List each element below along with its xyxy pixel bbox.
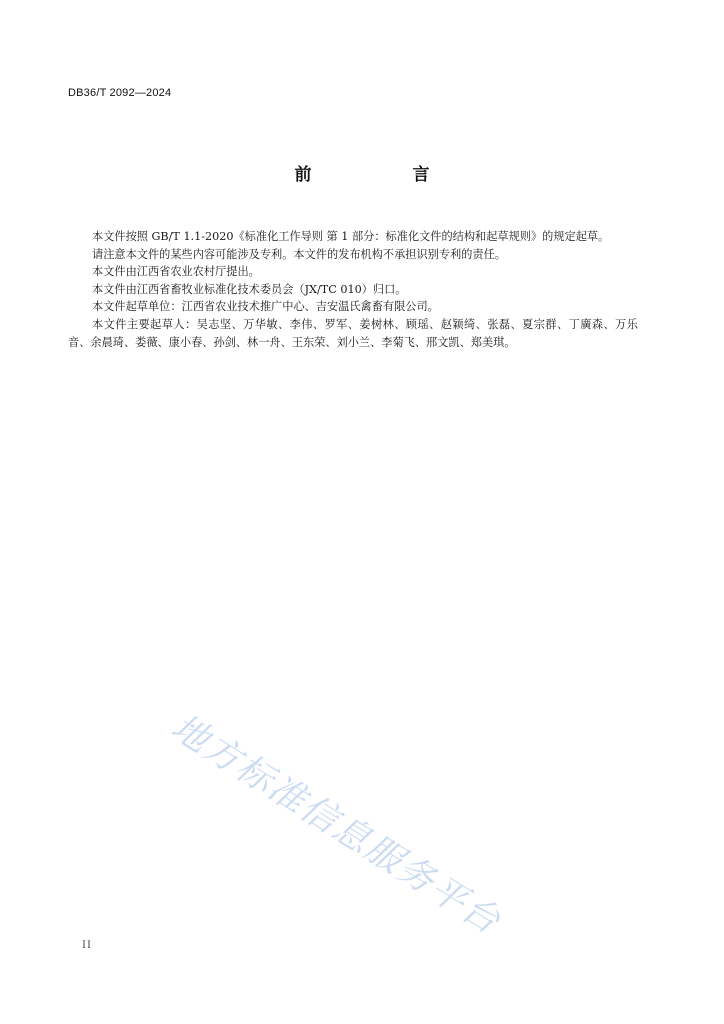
paragraph-drafting-units: 本文件起草单位：江西省农业技术推广中心、吉安温氏禽畜有限公司。 [92,300,439,314]
paragraph-committee: 本文件由江西省畜牧业标准化技术委员会（JX/TC 010）归口。 [92,282,407,296]
paragraph-patent-notice: 请注意本文件的某些内容可能涉及专利。本文件的发布机构不承担识别专利的责任。 [92,247,506,261]
standard-number: DB36/T 2092—2024 [68,87,172,99]
foreword-body [68,228,638,351]
watermark-text: 地方标准信息服务平台 [164,706,509,943]
page-number: II [82,940,92,951]
paragraph-drafters: 本文件主要起草人：吴志坚、万华敏、李伟、罗军、姜树林、顾瑶、赵颖绮、张磊、夏宗群、丁廣森、万乐音、余晨琦、娄薇、康小春、孙剑、林一舟、王东荣、刘小兰、李菊飞、邢文凯、郑美琪。 [68,317,638,349]
paragraph-proposer: 本文件由江西省农业农村厅提出。 [92,265,260,279]
paragraph-drafting-rules: 本文件按照 GB/T 1.1-2020《标准化工作导则 第 1 部分：标准化文件的结构和起草规则》的规定起草。 [92,230,610,243]
page-title: 前 言 [294,165,472,185]
